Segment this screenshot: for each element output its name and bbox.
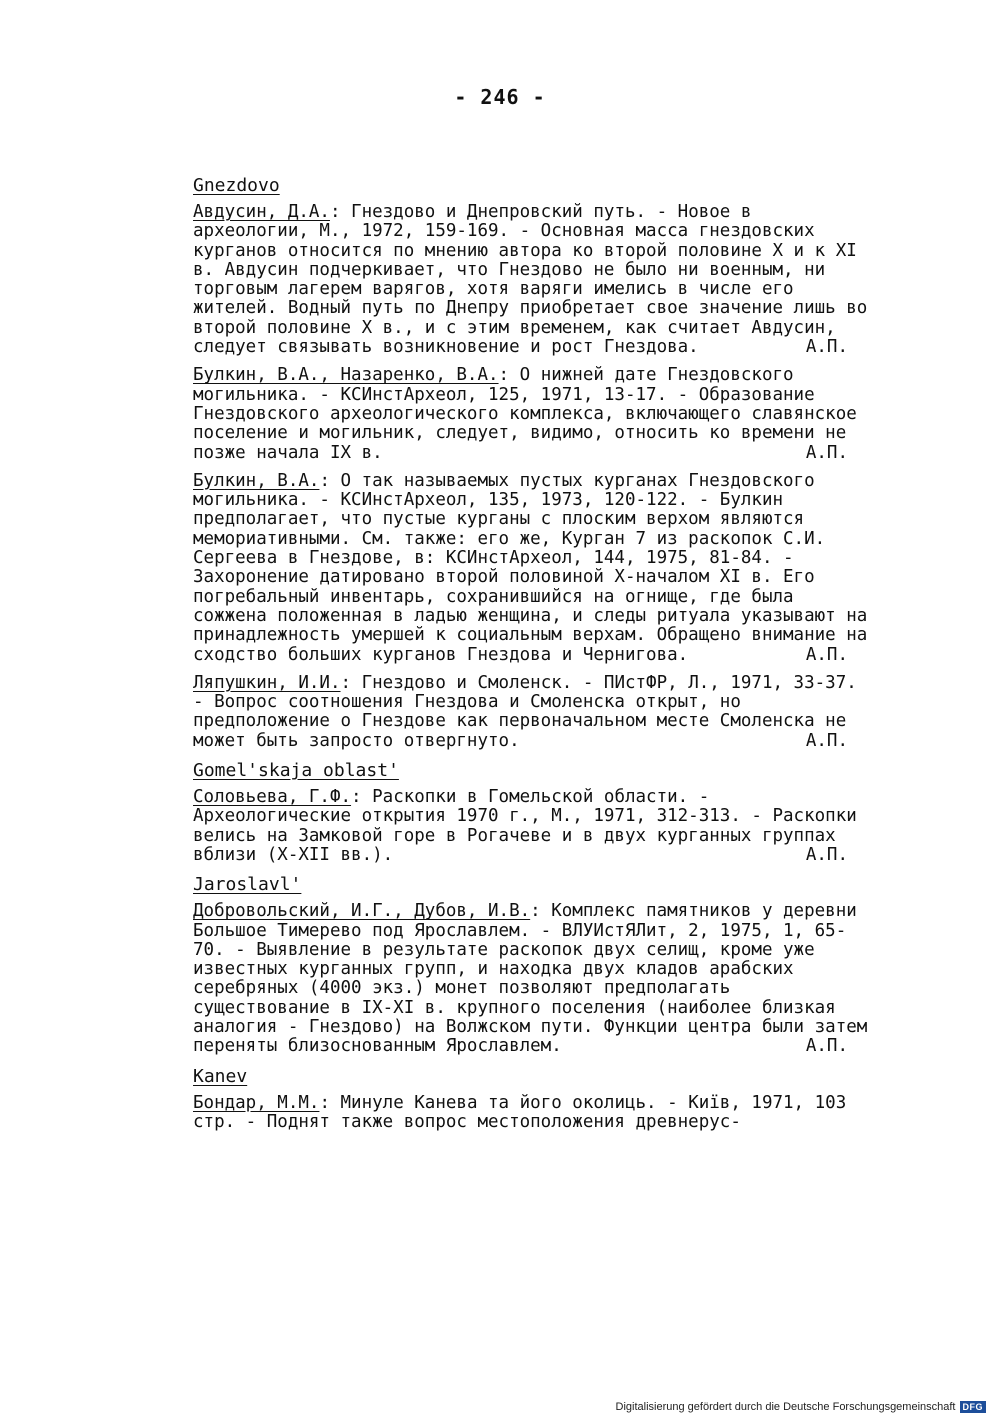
entry-author: Булкин, В.А. [193, 470, 320, 491]
entry-author: Авдусин, Д.А. [193, 202, 330, 222]
section-heading: Gomel'skaja oblast' [193, 760, 399, 782]
page-number: - 246 - [454, 85, 546, 109]
entry-text: : О так называемых пустых курганах Гнездовского могильника. - КСИнстАрхеол, 135, 1973, 120-122. - Булкин предполагает, что пустые курганы с плоским верхом являются мемориативными. См. также: его же, Курган 7 из раскопок С.И. Сергеева в Гнездове, в: КСИнстАрхеол, 144, 1975, 81-84. - Захоронение датировано второй половиной X-началом XI в. Его погребальный инвентарь, сохранившийся на огнище, где была сожжена положенная в ладью женщина, и следы ритуала указывают на принадлежность умершей к социальным верхам. Обращено внимание на сходство больших курганов Гнездова и Чернигова. [193, 470, 868, 665]
bibliography-entry [193, 203, 873, 357]
section-heading: Kanev [193, 1065, 248, 1087]
section-gnezdovo [193, 175, 873, 751]
bibliography-entry [193, 674, 873, 751]
bibliography-content [193, 175, 873, 1141]
bibliography-entry [193, 1094, 873, 1133]
entry-author: Бондар, М.М. [193, 1092, 320, 1113]
section-heading: Gnezdovo [193, 175, 280, 196]
entry-text: : Минуле Канева та його околиць. - Київ, 1971, 103 стр. - Поднят также вопрос местоположения древнерус- [193, 1092, 847, 1132]
entry-author: Добровольский, И.Г., Дубов, И.В. [193, 901, 531, 922]
section-kanev [193, 1066, 873, 1133]
entry-signature: А.П. [805, 337, 848, 358]
digitization-credit [616, 1401, 986, 1413]
entry-author: Ляпушкин, И.И. [193, 672, 341, 693]
entry-signature: А.П. [805, 844, 848, 865]
entry-text: : Комплекс памятников у деревни Большое Тимерево под Ярославлем. - ВЛУИстЯЛит, 2, 1975, 1, 65-70. - Выявление в результате раскопок двух селищ, кроме уже известных курганных групп, и находка двух кладов арабских серебряных (4000 экз.) монет позволяют предполагать существование в IX-XI в. крупного поселения (наиболее близкая аналогия - Гнездово) на Волжском пути. Функции центра были затем переняты близоснованным Ярославлем. [193, 901, 868, 1057]
section-jaroslavl [193, 874, 873, 1056]
entry-text: : Гнездово и Днепровский путь. - Новое в археологии, М., 1972, 159-169. - Основная масса гнездовских курганов относится по мнению автора ко второй половине X и к XI в. Авдусин подчеркивает, что Гнездово не было ни военным, ни торговым лагерем варягов, хотя варяги имелись в числе его жителей. Водный путь по Днепру приобретает свое значение лишь во второй половине X в., и с этим временем, как считает Авдусин, следует связывать возникновение и рост Гнездова. [193, 202, 868, 358]
entry-signature: А.П. [805, 644, 848, 665]
bibliography-entry [193, 788, 873, 865]
bibliography-entry [193, 366, 873, 462]
entry-text: : Раскопки в Гомельской области. - Археологические открытия 1970 г., М., 1971, 312-313. - Раскопки велись на Замковой горе в Рогачеве и в двух курганных группах вблизи (X-XII вв.). [193, 787, 857, 865]
bibliography-entry [193, 472, 873, 665]
section-gomelskaja-oblast [193, 760, 873, 865]
entry-signature: А.П. [805, 1036, 848, 1057]
entry-text: : Гнездово и Смоленск. - ПИстФР, Л., 1971, 33-37. - Вопрос соотношения Гнездова и Смоленска открыт, но предположение о Гнездове как первоначальном месте Смоленска не может быть запросто отвергнуто. [193, 672, 857, 751]
entry-author: Булкин, В.А., Назаренко, В.А. [193, 365, 499, 386]
entry-signature: А.П. [805, 442, 848, 463]
entry-text: : О нижней дате Гнездовского могильника. - КСИнстАрхеол, 125, 1971, 13-17. - Образование Гнездовского археологического комплекса, включающего славянское поселение и могильник, следует, видимо, относить ко времени не позже начала IX в. [193, 365, 857, 463]
entry-signature: А.П. [805, 730, 848, 751]
dfg-logo: DFG [960, 1401, 987, 1413]
entry-author: Соловьева, Г.Ф. [193, 787, 352, 808]
section-heading: Jaroslavl' [193, 874, 302, 896]
credit-text: Digitalisierung gefördert durch die Deutsche Forschungsgemeinschaft [615, 1401, 956, 1413]
bibliography-entry [193, 902, 873, 1056]
